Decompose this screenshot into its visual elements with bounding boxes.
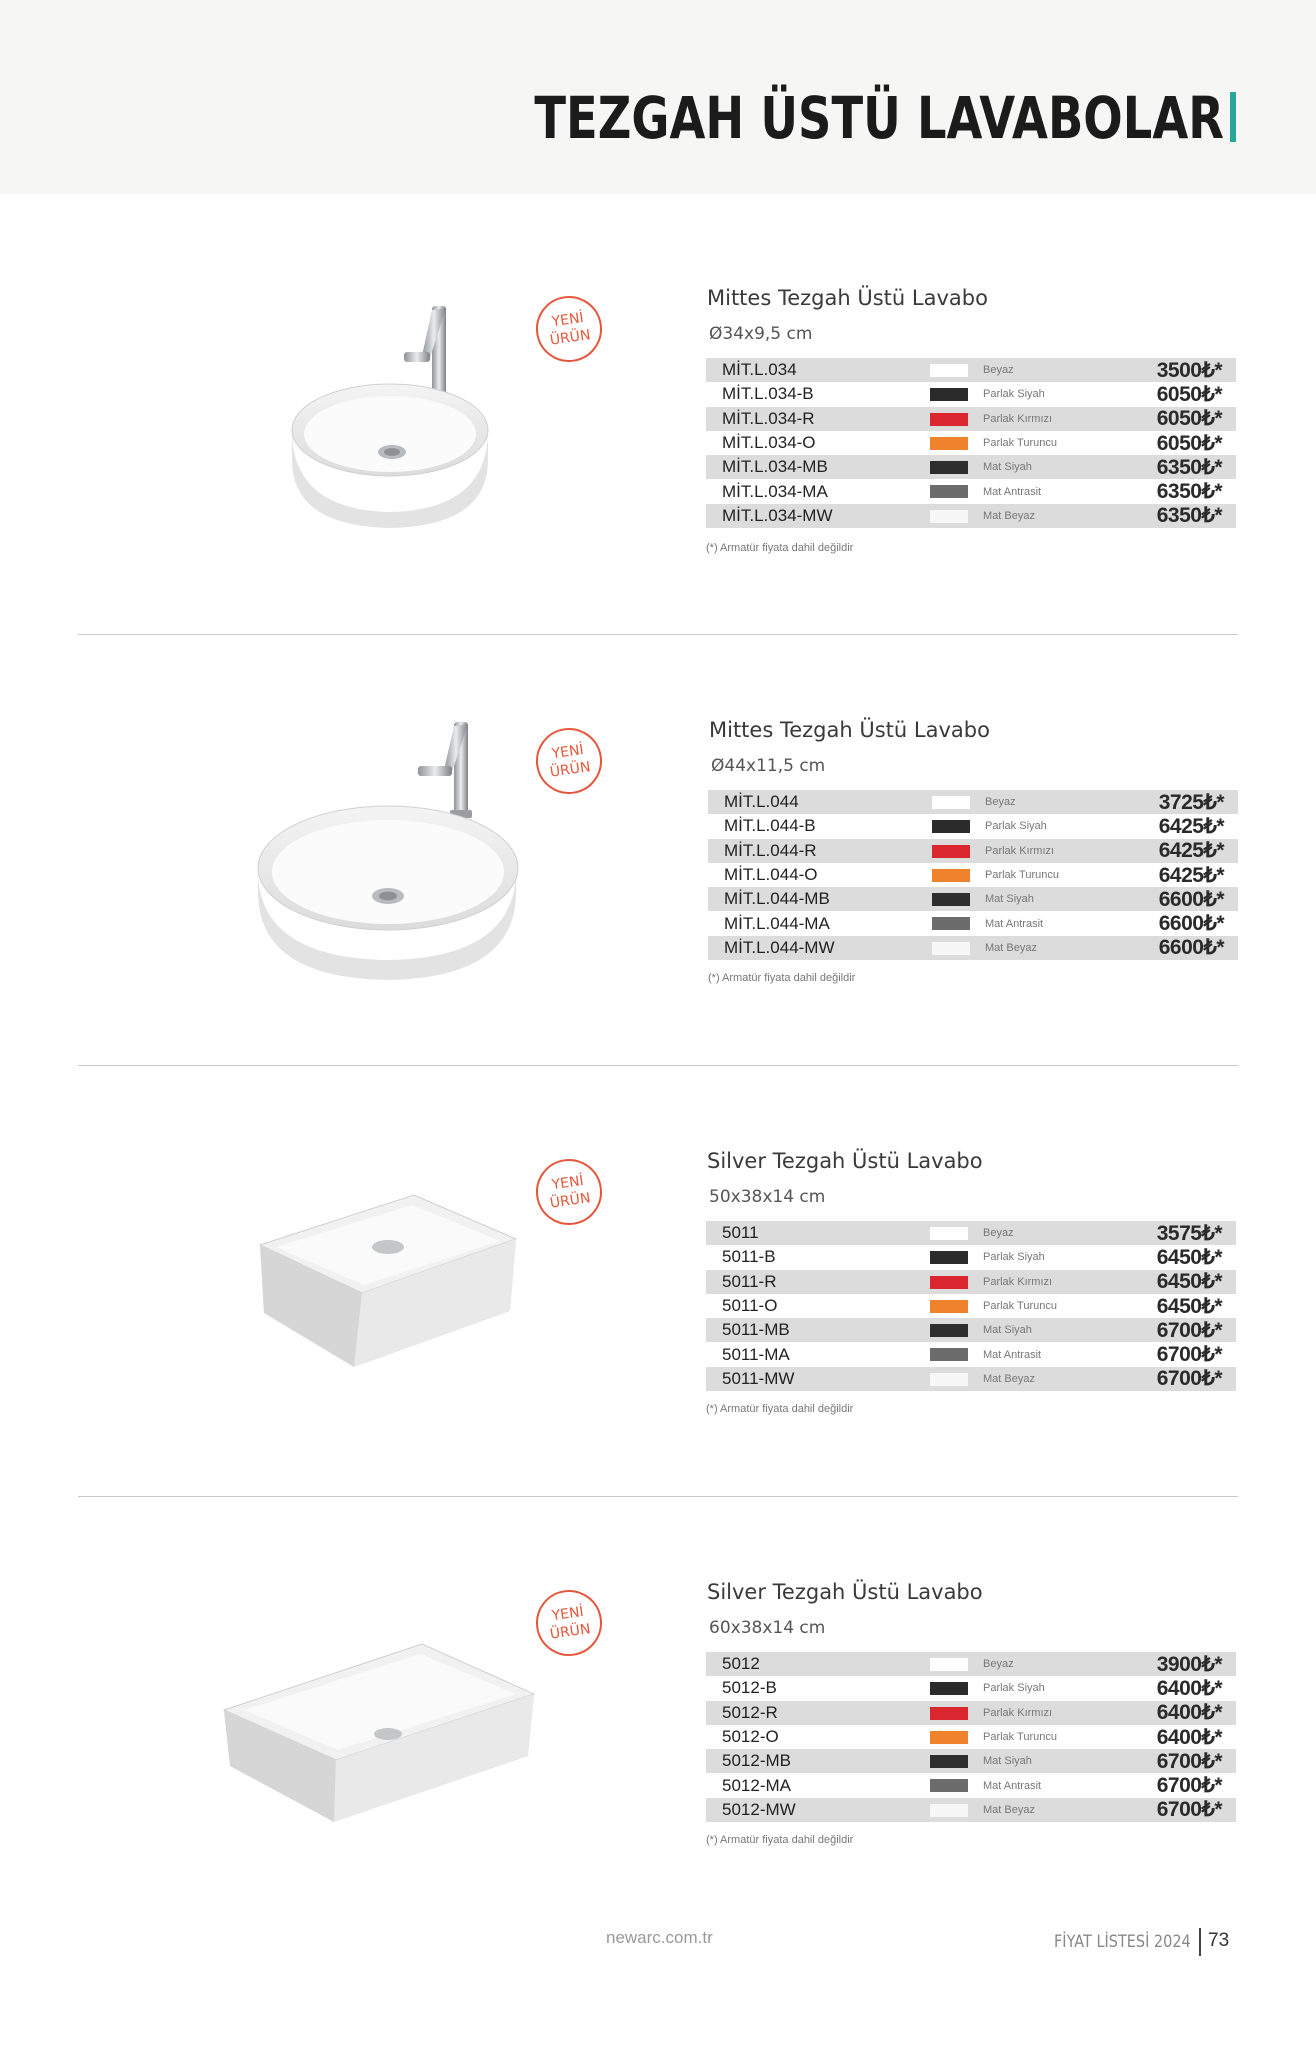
variant-code: MİT.L.034-MA xyxy=(722,481,828,501)
product-dimensions: 60x38x14 cm xyxy=(709,1618,826,1638)
footnote: (*) Armatür fiyata dahil değildir xyxy=(708,972,856,984)
variant-code: MİT.L.044-O xyxy=(724,865,818,885)
product-section-2 xyxy=(0,682,1316,1112)
variant-color-name: Mat Beyaz xyxy=(983,1803,1035,1816)
variant-row xyxy=(708,887,1238,911)
color-swatch xyxy=(930,1731,968,1744)
variant-price: 6400₺* xyxy=(1156,1676,1222,1700)
color-swatch xyxy=(930,1300,968,1313)
rectangular-basin-image xyxy=(254,1183,524,1373)
variant-table xyxy=(706,358,1236,528)
variant-table xyxy=(706,1221,1236,1391)
variant-price: 6700₺* xyxy=(1156,1343,1222,1367)
variant-color-name: Parlak Siyah xyxy=(983,388,1045,401)
variant-code: 5012-R xyxy=(722,1702,778,1722)
color-swatch xyxy=(930,1682,968,1695)
product-title: Silver Tezgah Üstü Lavabo xyxy=(707,1580,983,1604)
variant-row xyxy=(706,1270,1236,1294)
footer-separator xyxy=(1199,1928,1201,1956)
variant-row xyxy=(708,839,1238,863)
badge-line-2: ÜRÜN xyxy=(548,759,592,781)
variant-price: 6450₺* xyxy=(1156,1294,1222,1318)
variant-code: MİT.L.044-R xyxy=(724,840,817,860)
variant-price: 3500₺* xyxy=(1156,358,1222,382)
variant-code: MİT.L.034-O xyxy=(722,433,816,453)
color-swatch xyxy=(930,1276,968,1289)
section-divider xyxy=(78,634,1238,635)
variant-price: 6400₺* xyxy=(1156,1725,1222,1749)
product-dimensions: Ø44x11,5 cm xyxy=(711,756,826,776)
variant-color-name: Parlak Turuncu xyxy=(985,869,1059,882)
variant-row xyxy=(706,1245,1236,1269)
variant-price: 6600₺* xyxy=(1158,887,1224,911)
variant-color-name: Mat Antrasit xyxy=(985,917,1044,930)
variant-color-name: Mat Siyah xyxy=(983,461,1032,474)
footnote: (*) Armatür fiyata dahil değildir xyxy=(706,1403,854,1415)
round-basin-image xyxy=(280,300,500,530)
product-title: Mittes Tezgah Üstü Lavabo xyxy=(709,718,990,742)
color-swatch xyxy=(930,437,968,450)
variant-color-name: Parlak Kırmızı xyxy=(983,412,1053,425)
footer-list-label: FİYAT LİSTESİ 2024 xyxy=(1054,1932,1191,1952)
color-swatch xyxy=(932,796,970,809)
new-product-badge xyxy=(532,292,607,367)
variant-row xyxy=(706,1725,1236,1749)
badge-line-2: ÜRÜN xyxy=(548,1621,592,1643)
variant-code: MİT.L.044-MW xyxy=(724,937,835,957)
variant-color-name: Parlak Siyah xyxy=(985,820,1047,833)
color-swatch xyxy=(930,1755,968,1768)
variant-price: 6400₺* xyxy=(1156,1701,1222,1725)
page-number: 73 xyxy=(1208,1930,1230,1951)
variant-code: MİT.L.044-MB xyxy=(724,889,830,909)
variant-color-name: Mat Beyaz xyxy=(983,509,1035,522)
variant-color-name: Beyaz xyxy=(983,364,1014,377)
footnote: (*) Armatür fiyata dahil değildir xyxy=(706,542,854,554)
variant-price: 6450₺* xyxy=(1156,1270,1222,1294)
variant-price: 6350₺* xyxy=(1156,504,1222,528)
variant-color-name: Parlak Turuncu xyxy=(983,1731,1057,1744)
variant-color-name: Beyaz xyxy=(983,1658,1014,1671)
variant-code: 5011-MW xyxy=(722,1368,795,1388)
variant-color-name: Mat Antrasit xyxy=(983,1779,1042,1792)
product-title: Mittes Tezgah Üstü Lavabo xyxy=(707,286,988,310)
variant-price: 6700₺* xyxy=(1156,1774,1222,1798)
variant-code: MİT.L.034 xyxy=(722,360,797,380)
variant-table xyxy=(708,790,1238,960)
variant-price: 3900₺* xyxy=(1156,1652,1222,1676)
variant-price: 6350₺* xyxy=(1156,455,1222,479)
variant-code: MİT.L.044-MA xyxy=(724,913,830,933)
variant-code: 5012-MB xyxy=(722,1751,791,1771)
color-swatch xyxy=(932,942,970,955)
variant-row xyxy=(706,1652,1236,1676)
variant-color-name: Mat Antrasit xyxy=(983,1348,1042,1361)
variant-code: 5011 xyxy=(722,1223,759,1243)
badge-line-2: ÜRÜN xyxy=(548,1190,592,1212)
footer-website[interactable]: newarc.com.tr xyxy=(606,1928,713,1947)
variant-color-name: Parlak Turuncu xyxy=(983,437,1057,450)
variant-row xyxy=(706,431,1236,455)
variant-code: MİT.L.034-MB xyxy=(722,457,828,477)
title-accent-bar xyxy=(1230,92,1236,142)
variant-code: 5012-MA xyxy=(722,1775,791,1795)
color-swatch xyxy=(930,1251,968,1264)
variant-price: 3575₺* xyxy=(1156,1221,1222,1245)
variant-row xyxy=(706,1318,1236,1342)
variant-code: 5011-MA xyxy=(722,1344,790,1364)
variant-code: MİT.L.044-B xyxy=(724,816,816,836)
variant-row xyxy=(706,1294,1236,1318)
variant-row xyxy=(708,814,1238,838)
variant-color-name: Parlak Kırmızı xyxy=(983,1275,1053,1288)
variant-price: 6425₺* xyxy=(1158,839,1224,863)
variant-price: 6700₺* xyxy=(1156,1318,1222,1342)
variant-price: 6425₺* xyxy=(1158,863,1224,887)
badge-line-1: YENİ xyxy=(550,309,585,331)
section-divider xyxy=(78,1496,1238,1497)
product-title: Silver Tezgah Üstü Lavabo xyxy=(707,1149,983,1173)
color-swatch xyxy=(930,1348,968,1361)
variant-price: 6050₺* xyxy=(1156,407,1222,431)
variant-row xyxy=(706,407,1236,431)
variant-row xyxy=(706,1342,1236,1366)
color-swatch xyxy=(932,917,970,930)
variant-color-name: Beyaz xyxy=(983,1227,1014,1240)
new-product-badge xyxy=(532,1586,607,1661)
product-section-4 xyxy=(0,1544,1316,1974)
rectangular-basin-image xyxy=(222,1638,542,1828)
variant-price: 6700₺* xyxy=(1156,1798,1222,1822)
variant-color-name: Parlak Kırmızı xyxy=(985,844,1055,857)
variant-row xyxy=(708,936,1238,960)
color-swatch xyxy=(930,364,968,377)
color-swatch xyxy=(930,1373,968,1386)
color-swatch xyxy=(932,820,970,833)
variant-code: 5011-R xyxy=(722,1271,777,1291)
variant-row xyxy=(706,358,1236,382)
variant-color-name: Mat Antrasit xyxy=(983,485,1042,498)
color-swatch xyxy=(930,413,968,426)
badge-line-1: YENİ xyxy=(550,1172,585,1194)
badge-line-2: ÜRÜN xyxy=(548,327,592,349)
variant-price: 6050₺* xyxy=(1156,382,1222,406)
color-swatch xyxy=(932,869,970,882)
variant-color-name: Mat Siyah xyxy=(983,1755,1032,1768)
variant-code: 5012-O xyxy=(722,1727,779,1747)
variant-price: 6350₺* xyxy=(1156,480,1222,504)
variant-code: 5011-O xyxy=(722,1296,778,1316)
variant-row xyxy=(706,1367,1236,1391)
variant-color-name: Parlak Siyah xyxy=(983,1682,1045,1695)
product-dimensions: 50x38x14 cm xyxy=(709,1187,826,1207)
color-swatch xyxy=(930,1324,968,1337)
badge-line-1: YENİ xyxy=(550,741,585,763)
variant-row xyxy=(706,1676,1236,1700)
variant-code: 5011-B xyxy=(722,1247,776,1267)
variant-color-name: Beyaz xyxy=(985,796,1016,809)
page-title: TEZGAH ÜSTÜ LAVABOLAR xyxy=(534,84,1224,152)
variant-table xyxy=(706,1652,1236,1822)
section-divider xyxy=(78,1065,1238,1066)
round-basin-image xyxy=(252,722,522,982)
badge-line-1: YENİ xyxy=(550,1603,585,1625)
variant-color-name: Parlak Turuncu xyxy=(983,1300,1057,1313)
footnote: (*) Armatür fiyata dahil değildir xyxy=(706,1834,854,1846)
color-swatch xyxy=(930,1707,968,1720)
variant-color-name: Parlak Kırmızı xyxy=(983,1706,1053,1719)
variant-row xyxy=(708,790,1238,814)
variant-code: MİT.L.034-MW xyxy=(722,505,833,525)
variant-price: 6050₺* xyxy=(1156,431,1222,455)
color-swatch xyxy=(930,1658,968,1671)
variant-price: 6600₺* xyxy=(1158,912,1224,936)
variant-price: 6425₺* xyxy=(1158,814,1224,838)
variant-row xyxy=(708,911,1238,935)
variant-code: 5012-MW xyxy=(722,1799,796,1819)
variant-color-name: Mat Siyah xyxy=(985,893,1034,906)
color-swatch xyxy=(930,388,968,401)
variant-code: 5012-B xyxy=(722,1678,777,1698)
product-section-3 xyxy=(0,1113,1316,1543)
variant-color-name: Mat Beyaz xyxy=(983,1372,1035,1385)
variant-row xyxy=(706,479,1236,503)
variant-code: MİT.L.044 xyxy=(724,792,799,812)
variant-row xyxy=(706,1773,1236,1797)
product-dimensions: Ø34x9,5 cm xyxy=(709,324,813,344)
product-section-1 xyxy=(0,250,1316,680)
variant-price: 3725₺* xyxy=(1158,790,1224,814)
variant-price: 6700₺* xyxy=(1156,1749,1222,1773)
color-swatch xyxy=(930,1227,968,1240)
color-swatch xyxy=(930,485,968,498)
variant-row xyxy=(706,1221,1236,1245)
color-swatch xyxy=(932,893,970,906)
variant-code: MİT.L.034-R xyxy=(722,408,815,428)
variant-price: 6700₺* xyxy=(1156,1367,1222,1391)
variant-color-name: Mat Siyah xyxy=(983,1324,1032,1337)
new-product-badge xyxy=(532,1155,607,1230)
variant-row xyxy=(706,1749,1236,1773)
variant-row xyxy=(706,455,1236,479)
color-swatch xyxy=(930,1779,968,1792)
variant-color-name: Mat Beyaz xyxy=(985,941,1037,954)
variant-row xyxy=(706,382,1236,406)
variant-price: 6600₺* xyxy=(1158,936,1224,960)
variant-row xyxy=(706,504,1236,528)
variant-row xyxy=(708,863,1238,887)
color-swatch xyxy=(930,461,968,474)
variant-code: 5012 xyxy=(722,1654,760,1674)
variant-row xyxy=(706,1701,1236,1725)
color-swatch xyxy=(930,1804,968,1817)
color-swatch xyxy=(932,845,970,858)
color-swatch xyxy=(930,510,968,523)
variant-price: 6450₺* xyxy=(1156,1245,1222,1269)
new-product-badge xyxy=(532,724,607,799)
variant-code: 5011-MB xyxy=(722,1320,790,1340)
variant-row xyxy=(706,1798,1236,1822)
variant-code: MİT.L.034-B xyxy=(722,384,814,404)
variant-color-name: Parlak Siyah xyxy=(983,1251,1045,1264)
